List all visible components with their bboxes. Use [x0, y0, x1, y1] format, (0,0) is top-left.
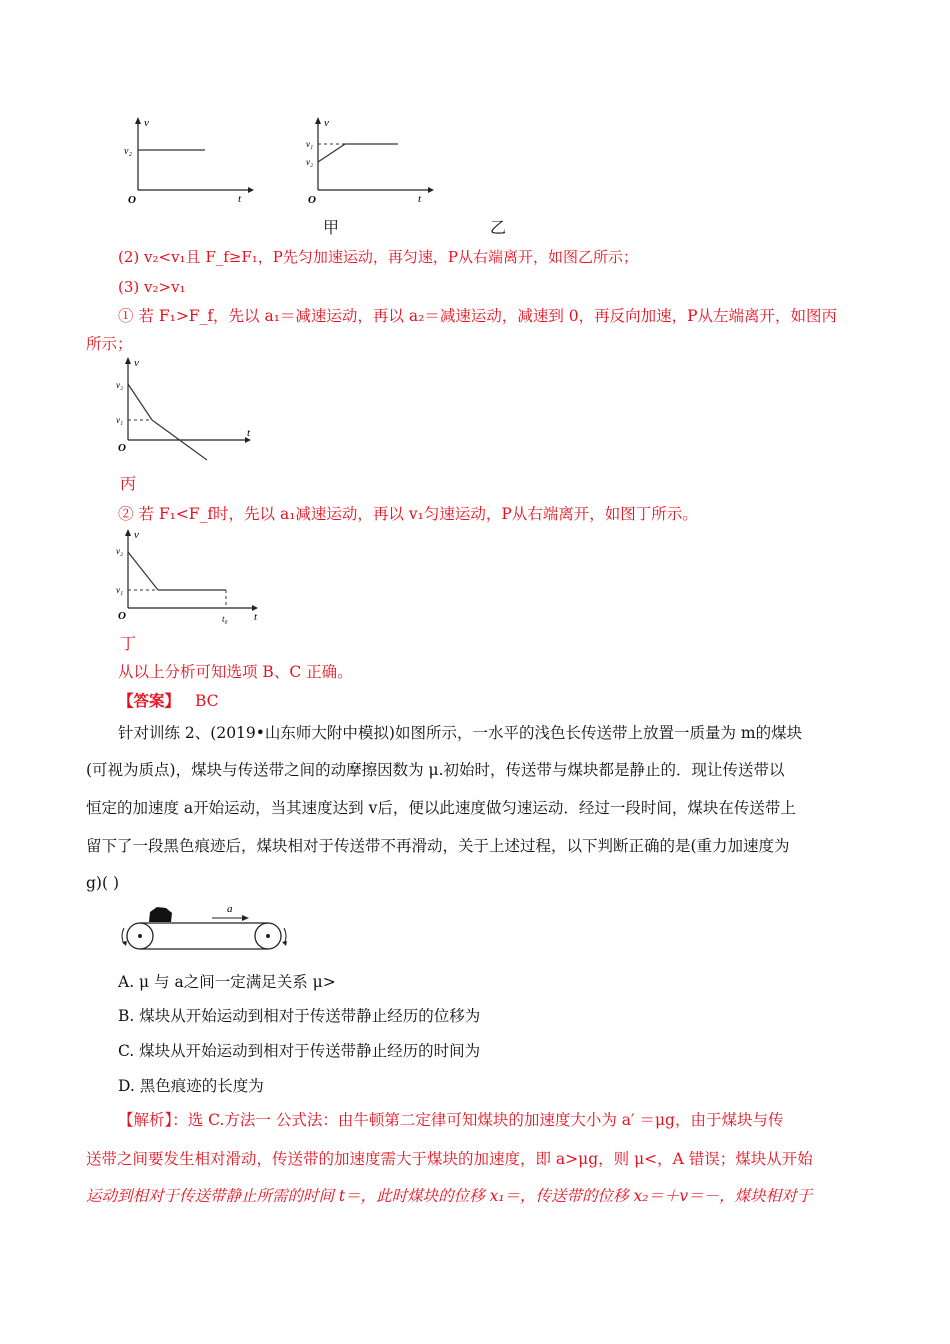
case-3a-line2: 所示；	[86, 335, 133, 353]
graph-ding-v-label: v	[134, 529, 139, 541]
graph-ding-v1-label: v₁	[116, 585, 124, 595]
case-3b-text: ② 若 F₁<F_f时，先以 a₁减速运动，再以 v₁匀速运动，P从右端离开，如图丁所示。	[118, 505, 698, 523]
graph-yi-v-label: v	[324, 117, 329, 129]
graph-ding-t-label: t	[254, 611, 258, 623]
analysis-line-2: 送带之间要发生相对滑动，传送带的加速度需大于煤块的加速度，即 a>μg，则 μ<，A 错误；煤块从开始	[86, 1150, 813, 1168]
graph-yi-v1-label: v₁	[306, 139, 314, 149]
graph-bing-v2-label: v₂	[116, 380, 124, 390]
graph-yi-v2-label: v₂	[306, 157, 314, 167]
graph-jia	[120, 112, 260, 207]
question-line-1: 针对训练 2、(2019•山东师大附中模拟)如图所示，一水平的浅色长传送带上放置一质量为 m的煤块	[118, 724, 803, 742]
analysis-line-3: 运动到相对于传送带静止所需的时间 t＝，此时煤块的位移 x₁＝，传送带的位移 x₂＝＋v＝－，煤块相对于	[86, 1187, 813, 1205]
graph-yi-t-label: t	[418, 193, 422, 205]
question-line-5: g)( )	[86, 874, 119, 892]
acceleration-label: a	[227, 903, 233, 915]
question-line-2: (可视为质点)，煤块与传送带之间的动摩擦因数为 μ.初始时，传送带与煤块都是静止的．现让传送带以	[86, 761, 785, 779]
answer-label: 【答案】	[118, 691, 181, 710]
graph-bing	[110, 352, 270, 467]
case-3-text: (3) v₂>v₁	[118, 278, 186, 296]
graph-ding-t0-label: t₀	[222, 614, 228, 624]
graph-jia-v2-label: v₂	[124, 146, 132, 157]
case-2-text: (2) v₂<v₁且 F_f≥F₁，P先匀加速运动，再匀速，P从右端离开，如图乙所示；	[118, 248, 638, 266]
conclusion-text: 从以上分析可知选项 B、C 正确。	[118, 663, 353, 681]
conveyor-belt-figure	[112, 898, 302, 958]
graph-bing-v-label: v	[134, 357, 139, 369]
caption-yi: 乙	[490, 218, 507, 237]
graph-ding	[110, 524, 270, 629]
graph-jia-t-label: t	[238, 193, 242, 205]
graph-bing-v1-label: v₁	[116, 415, 124, 425]
question-line-3: 恒定的加速度 a开始运动，当其速度达到 v后，便以此速度做匀速运动．经过一段时间，煤块在传送带上	[86, 799, 796, 817]
graph-bing-origin: O	[118, 442, 126, 454]
caption-ding: 丁	[120, 634, 137, 653]
graph-ding-origin: O	[118, 610, 126, 622]
graph-yi-origin: O	[308, 194, 316, 206]
graph-jia-origin: O	[128, 194, 136, 206]
option-a: A. μ 与 a之间一定满足关系 μ>	[118, 973, 336, 991]
option-d: D. 黑色痕迹的长度为	[118, 1077, 264, 1095]
answer-line	[118, 691, 219, 711]
graph-yi	[300, 112, 440, 207]
option-c: C. 煤块从开始运动到相对于传送带静止经历的时间为	[118, 1042, 481, 1060]
coal-block	[149, 907, 172, 922]
caption-jia: 甲	[323, 218, 340, 237]
case-3a-line1: ① 若 F₁>F_f，先以 a₁＝减速运动，再以 a₂＝减速运动，减速到 0，再反向加速，P从左端离开，如图丙	[118, 307, 838, 325]
question-line-4: 留下了一段黑色痕迹后，煤块相对于传送带不再滑动，关于上述过程，以下判断正确的是(重力加速度为	[86, 837, 790, 855]
analysis-line-1: 【解析】：选 C.方法一 公式法：由牛顿第二定律可知煤块的加速度大小为 a′ ＝μg，由于煤块与传	[118, 1111, 784, 1129]
caption-bing: 丙	[120, 474, 137, 493]
answer-value: BC	[194, 692, 219, 710]
graph-bing-t-label: t	[247, 427, 251, 439]
option-b: B. 煤块从开始运动到相对于传送带静止经历的位移为	[118, 1007, 481, 1025]
graph-ding-v2-label: v₂	[116, 546, 124, 556]
graph-jia-v-label: v	[144, 117, 149, 129]
